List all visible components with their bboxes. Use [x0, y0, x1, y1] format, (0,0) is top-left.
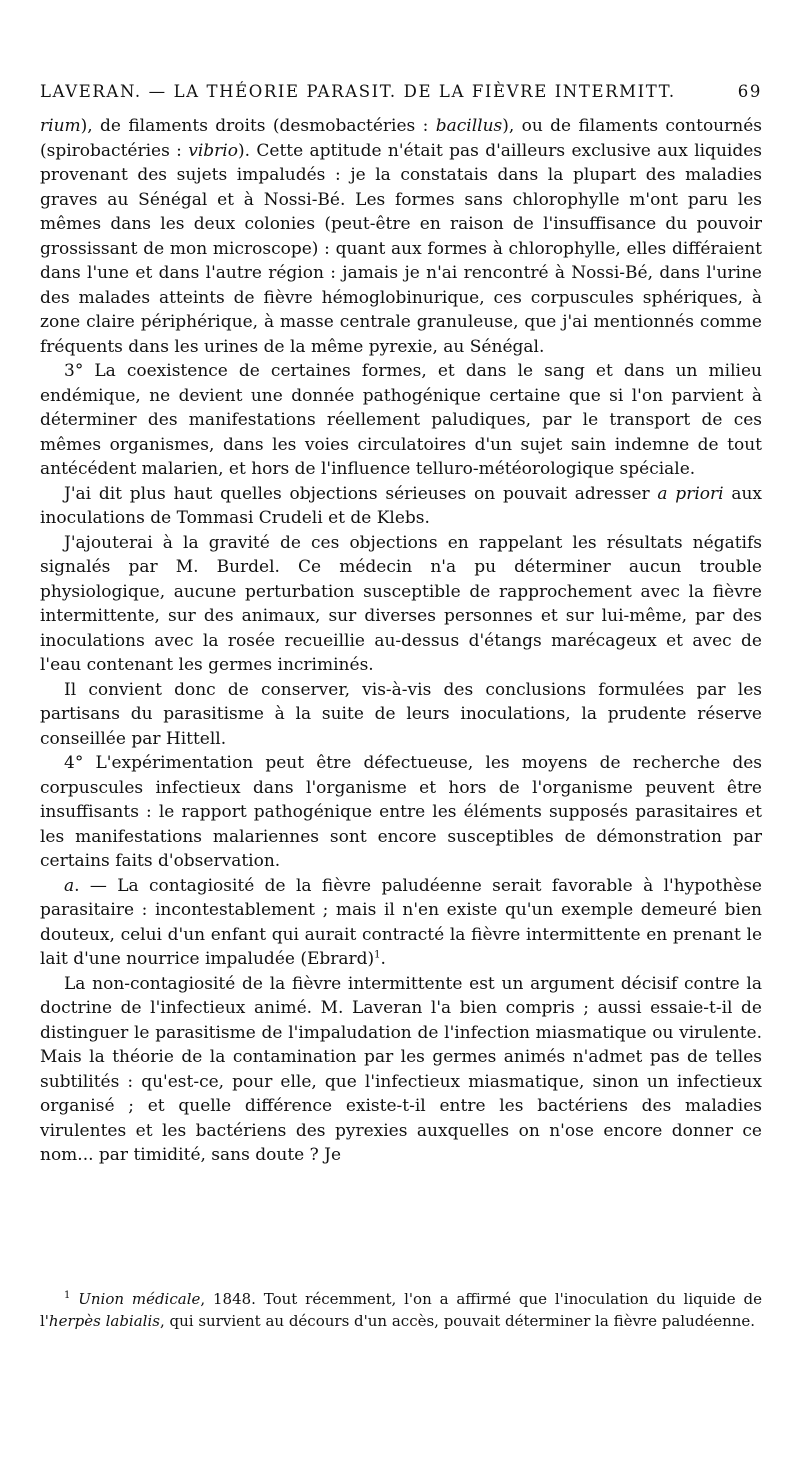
text-run: Il convient donc de conserver, vis-à-vis des conclusions formulées par les partisans du parasitisme à la suite de leurs inoculations, la prudente réserve conseillée par Hittell.	[40, 679, 762, 749]
italic-text: Union médicale	[78, 1290, 201, 1308]
paragraph-p4	[40, 531, 762, 678]
text-run: 4° L'expérimentation peut être défectueuse, les moyens de recherche des corpuscules infectieux dans l'organisme et hors de l'organisme peuvent être insuffisants : le rapport pathogénique entre les éléments supposés parasitaires et les manifestations malariennes sont encore susceptibles de démonstration par certains faits d'observation.	[40, 753, 762, 871]
footnote-ref: 1	[374, 949, 381, 961]
footnote-ref: 1	[64, 1290, 71, 1301]
text-run: aux inoculations de Tommasi Crudeli et de Klebs.	[40, 483, 763, 528]
text-run: , 1848. Tout récemment, l'on a affirmé que l'inoculation du liquide de l'	[40, 1290, 762, 1330]
footnote-fn1	[40, 1288, 762, 1332]
body-text	[40, 114, 762, 1168]
text-run: ). Cette aptitude n'était pas d'ailleurs exclusive aux liquides provenant des sujets impaludés : je la constatais dans la plupart des maladies graves au Sénégal et à Nossi-Bé. Les formes sans chlorophylle m'ont paru les mêmes dans les deux colonies (peut-être en raison de l'insuffisance du pouvoir grossissant de mon microscope) : quant aux formes à chlorophylle, elles différaient dans l'une et dans l'autre région : jamais je n'ai rencontré à Nossi-Bé, dans l'urine des malades atteints de fièvre hémoglobinurique, ces corpuscules sphériques, à zone claire périphérique, à masse centrale granuleuse, que j'ai mentionnés comme fréquents dans les urines de la même pyrexie, au Sénégal.	[40, 140, 762, 357]
italic-text: rium	[40, 116, 81, 136]
text-run: ), ou de filaments contournés (spirobactéries :	[40, 116, 762, 161]
page-number: 69	[737, 81, 762, 101]
italic-text: bacillus	[435, 116, 503, 136]
paragraph-p6	[40, 751, 762, 874]
text-run: J'ajouterai à la gravité de ces objections en rappelant les résultats négatifs signalés par M. Burdel. Ce médecin n'a pu déterminer aucun trouble physiologique, aucune perturbation susceptible de rapprochement avec la fièvre intermittente, sur des animaux, sur diverses personnes et sur lui-même, par des inoculations avec la rosée recueillie au-dessus d'étangs marécageux et avec de l'eau contenant les germes incriminés.	[40, 532, 762, 675]
italic-text: a priori	[657, 483, 724, 504]
paragraph-p1	[40, 114, 762, 359]
paragraph-p2	[40, 359, 762, 482]
paragraph-p3	[40, 482, 762, 531]
text-run: 3° La coexistence de certaines formes, et dans le sang et dans un milieu endémique, ne devient une donnée pathogénique certaine que si l'on parvient à déterminer des manifestations réellement paludiques, par le transport de ces mêmes organismes, dans les voies circulatoires d'un sujet sain indemne de tout antécédent malarien, et hors de l'influence telluro-météorologique spéciale.	[40, 361, 762, 479]
italic-text: a	[64, 875, 75, 896]
italic-text: vibrio	[188, 140, 238, 161]
footnotes	[40, 1288, 762, 1332]
paragraph-p5	[40, 678, 762, 752]
text-run: ), de filaments droits (desmobactéries :	[80, 116, 436, 136]
text-run: La non-contagiosité de la fièvre intermittente est un argument décisif contre la doctrine de l'infectieux animé. M. Laveran l'a bien compris ; aussi essaie-t-il de distinguer le parasitisme de l'impaludation de l'infection miasmatique ou virulente. Mais la théorie de la contamination par les germes animés n'admet pas de telles subtilités : qu'est-ce, pour elle, que l'infectieux miasmatique, sinon un infectieux organisé ; et quelle différence existe-t-il entre les bactériens des maladies virulentes et les bactériens des pyrexies auxquelles on n'ose encore donner ce nom... par timidité, sans doute ? Je	[40, 973, 762, 1165]
italic-text: herpès labialis	[48, 1312, 160, 1330]
text-run: J'ai dit plus haut quelles objections sérieuses on pouvait adresser	[64, 483, 658, 504]
paragraph-p8	[40, 972, 762, 1168]
running-header	[40, 74, 762, 108]
text-run: .	[380, 949, 386, 969]
text-run: . — La contagiosité de la fièvre paludéenne serait favorable à l'hypothèse parasitaire : incontestablement ; mais il n'en existe qu'un exemple demeuré bien douteux, celui d'un enfant qui aurait contracté la fièvre intermittente en prenant le lait d'une nourrice impaludée (Ebrard)	[40, 875, 762, 969]
text-run: , qui survient au décours d'un accès, pouvait déterminer la fièvre paludéenne.	[159, 1312, 756, 1330]
running-title: LAVERAN. — LA THÉORIE PARASIT. DE LA FIÈVRE INTERMITT.	[40, 81, 676, 101]
paragraph-p7	[40, 874, 762, 972]
